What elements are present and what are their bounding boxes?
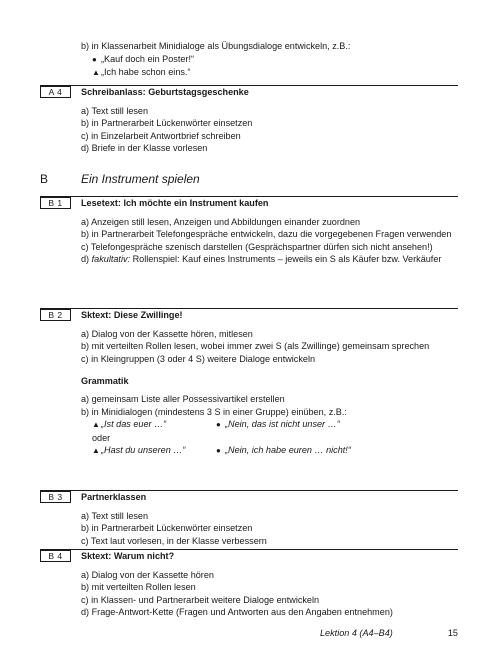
b4-block	[81, 550, 458, 619]
list-item: c) in Kleingruppen (3 oder 4 S) weitere Dialoge entwickeln	[81, 353, 316, 364]
item-label: d)	[81, 254, 90, 265]
section-box-b2: B 2	[40, 309, 71, 321]
list-item: a) Dialog von der Kassette hören, mitlesen	[81, 328, 253, 339]
list-item: b) in Partnerarbeit Lückenwörter einsetzen	[81, 118, 253, 129]
example-text: „Kauf doch ein Poster!“	[101, 53, 195, 64]
list-item: c) in Klassen- und Partnerarbeit weitere Dialoge entwickeln	[81, 594, 320, 605]
section-box-b1: B 1	[40, 197, 71, 209]
section-box-b4: B 4	[40, 550, 71, 562]
example-row	[81, 444, 458, 458]
lesson-label: Lektion 4 (A4–B4)	[320, 628, 393, 638]
example-text: „Hast du unseren …“	[101, 445, 186, 456]
list-item: b) in Klassenarbeit Minidialoge als Übungsdialoge entwickeln, z.B.:	[81, 41, 351, 51]
list-item: a) gemeinsam Liste aller Possessivartikel erstellen	[81, 393, 285, 404]
section-heading: Schreibanlass: Geburtstagsgeschenke	[81, 87, 249, 97]
a4-pre-block	[81, 40, 458, 80]
list-item: b) mit verteilten Rollen lesen	[81, 582, 196, 593]
triangle-bullet-icon: ▲	[92, 68, 100, 78]
triangle-bullet-icon: ▲	[92, 446, 100, 456]
grammar-heading: Grammatik	[81, 376, 129, 387]
section-heading: Lesetext: Ich möchte ein Instrument kaufen	[81, 198, 269, 208]
circle-bullet-icon: ●	[92, 54, 97, 64]
list-item: a) Text still lesen	[81, 510, 149, 521]
list-item	[81, 53, 458, 67]
section-box-b3: B 3	[40, 491, 71, 503]
item-italic: fakultativ:	[91, 254, 131, 265]
example-text: „Nein, das ist nicht unser …“	[225, 419, 340, 430]
page-number: 15	[447, 628, 458, 638]
section-letter: B	[40, 172, 49, 186]
circle-bullet-icon: ●	[216, 446, 221, 456]
list-item	[81, 66, 458, 80]
list-item: d) Briefe in der Klasse vorlesen	[81, 143, 208, 154]
list-item: a) Text still lesen	[81, 105, 149, 116]
list-item: a) Anzeigen still lesen, Anzeigen und Abbildungen einander zuordnen	[81, 216, 361, 227]
circle-bullet-icon: ●	[216, 420, 221, 430]
list-item: c) Telefongespräche szenisch darstellen (Gesprächspartner dürfen sich nicht ansehen!)	[81, 241, 433, 252]
section-heading: Sktext: Warum nicht?	[81, 551, 175, 561]
item-text: Rollenspiel: Kauf eines Instruments – jeweils ein S als Käufer bzw. Verkäufer	[132, 254, 442, 265]
list-item: b) in Partnerarbeit Telefongespräche entwickeln, dazu die vorgegebenen Fragen verwenden	[81, 229, 452, 240]
list-item: c) in Einzelarbeit Antwortbrief schreiben	[81, 130, 241, 141]
b3-block	[81, 491, 458, 547]
section-heading: Partnerklassen	[81, 492, 147, 502]
section-box-a4: A 4	[40, 86, 71, 98]
list-item: a) Dialog von der Kassette hören	[81, 569, 214, 580]
list-item: c) Text laut vorlesen, in der Klasse verbessern	[81, 535, 267, 546]
b2-block	[81, 309, 458, 458]
list-item: d) Frage-Antwort-Kette (Fragen und Antworten aus den Angaben entnehmen)	[81, 607, 393, 618]
list-item: b) mit verteilten Rollen lesen, wobei immer zwei S (als Zwillinge) gemeinsam sprechen	[81, 341, 430, 352]
list-item: b) in Partnerarbeit Lückenwörter einsetzen	[81, 523, 253, 534]
list-item	[81, 253, 458, 266]
triangle-bullet-icon: ▲	[92, 420, 100, 430]
list-item: b) in Minidialogen (mindestens 3 S in einer Gruppe) einüben, z.B.:	[81, 406, 347, 417]
oder-text: oder	[92, 432, 111, 443]
section-heading: Sktext: Diese Zwillinge!	[81, 310, 183, 320]
example-text: „Ich habe schon eins.“	[101, 67, 191, 78]
example-text: „Nein, ich habe euren … nicht!“	[225, 445, 351, 456]
b1-block	[81, 197, 458, 266]
a4-block	[81, 86, 458, 155]
example-text: „Ist das euer …“	[101, 419, 167, 430]
page-footer	[320, 627, 458, 640]
section-title: Ein Instrument spielen	[81, 172, 200, 186]
example-row	[81, 418, 458, 432]
